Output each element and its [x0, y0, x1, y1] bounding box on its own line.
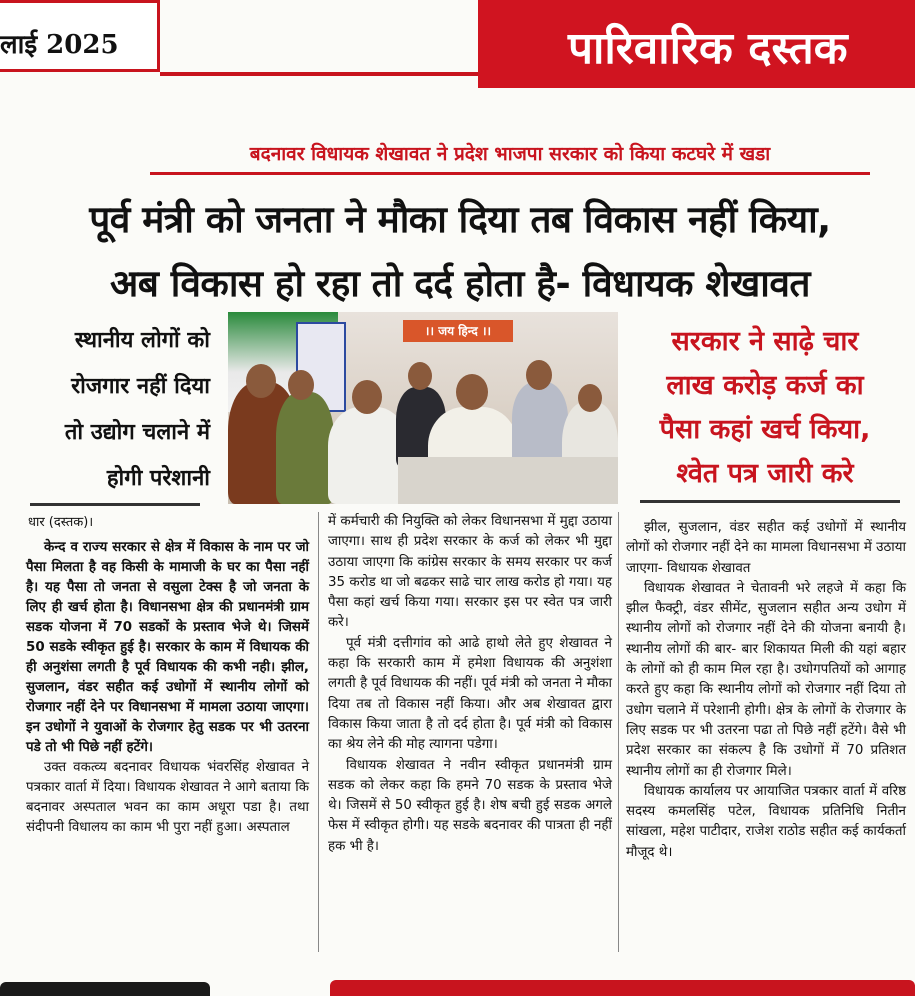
pull-quote-left-line: तो उद्योग चलाने में	[64, 420, 210, 445]
pull-quote-left-line: स्थानीय लोगों को	[74, 328, 210, 353]
person-head	[408, 362, 432, 390]
article-column-3	[626, 518, 906, 863]
pull-quote-left-line: होगी परेशानी	[106, 466, 210, 491]
person-head	[288, 370, 314, 400]
kicker-underline	[150, 172, 870, 175]
issue-date: लाई 2025	[0, 30, 119, 60]
article-column-1	[26, 538, 309, 838]
pull-quote-left	[20, 318, 210, 502]
article-column-2	[328, 512, 612, 857]
press-conference-photo	[228, 312, 618, 504]
column-divider	[318, 512, 319, 952]
paragraph: विधायक शेखावत ने नवीन स्वीकृत प्रधानमंत्री ग्राम सडक को लेकर कहा कि हमने 70 सडक के प्रस्ताव भेजे थे। जिसमें से 50 स्वीकृत हुई है। शेष बची हुई सडक अगले फेस में स्वीकृत होगी। यह सडके बदनावर की पात्रता ही नहीं हक भी है।	[328, 757, 612, 854]
date-box	[0, 0, 160, 72]
next-story-headline-cut	[0, 982, 210, 996]
paragraph: विधायक कार्यालय पर आयाजित पत्रकार वार्ता में वरिष्ठ सदस्य कमलसिंह पटेल, विधायक प्रतिनिधि नितीन सांखला, महेश पाटीदार, राजेश राठोड सहीत कई कार्यकर्ता मौजूद थे।	[626, 783, 906, 860]
wall-sign: ।। जय हिन्द ।।	[403, 320, 513, 342]
newspaper-name: पारिवारिक दस्तक	[568, 23, 848, 74]
pull-quote-right	[630, 320, 900, 496]
header-rule	[160, 72, 480, 76]
brand-banner	[478, 0, 915, 88]
person-head	[456, 374, 488, 410]
next-story-strip	[0, 978, 915, 996]
kicker: बदनावर विधायक शेखावत ने प्रदेश भाजपा सरकार को किया कटघरे में खडा	[249, 143, 771, 165]
pull-quote-right-line: पैसा कहां खर्च किया,	[659, 414, 871, 445]
column-divider	[618, 512, 619, 952]
paragraph: में कर्मचारी की नियुक्ति को लेकर विधानसभा में मुद्दा उठाया जाएगा। साथ ही प्रदेश सरकार के कर्ज को लेकर भी मुद्दा उठाया जाएगा कि कांग्रेस सरकार के समय सरकार पर कर्ज 35 करोड था जो बढकर साढे चार लाख करोड हो गया। यह पैसा कहां खर्च किया गया। सरकार इस पर स्वेत पत्र जारी करे।	[328, 514, 612, 631]
paragraph: विधायक शेखावत ने चेतावनी भरे लहजे में कहा कि झील फैक्ट्री, वंडर सीमेंट, सुजलान सहीत अन्य उधोग में स्थानीय लोगों को रोजगार नहीं देने की योजना बनायी है। स्थानीय लोगों की बार- बार शिकायत मिली की यहां बहार के लोगों को ही काम मिल रहा है। उधोगपतियों को आगाह करते हुए कहा कि स्थानीय लोगों को रोजगार नहीं दिया तो उधोग चलाने में परेशानी होगी। क्षेत्र के लोगों के रोजगार के लिए सडक पर भी उतरना पढा तो पिछे नहीं हटेंगे। वैसे भी प्रदेश सरकार का संकल्प है कि उधोगों में 70 प्रतिशत स्थानीय लोगों का ही रोजगार मिले।	[626, 580, 906, 779]
pull-quote-right-line: लाख करोड़ कर्ज का	[666, 370, 864, 401]
pull-quote-left-line: रोजगार नहीं दिया	[71, 374, 210, 399]
table	[398, 457, 618, 504]
pull-quote-left-rule	[30, 503, 200, 506]
person-head	[246, 364, 276, 398]
subhead-paragraph: झील, सुजलान, वंडर सहीत कई उधोगों में स्थानीय लोगों को रोजगार नहीं देने का मामला विधानसभा में उठाया जाएगा- विधायक शेखावत	[626, 520, 906, 576]
paragraph: पूर्व मंत्री दत्तीगांव को आढे हाथो लेते हुए शेखावत ने कहा कि सरकारी काम में हमेशा विधायक की अनुशंशा लगती है पूर्व विधायक की नहीं। पूर्व मंत्री को जनता ने मौका दिया तब तो विकास नहीं किया। और अब शेखावत द्वारा विकास किया जाता है तो दर्द होता है। पूर्व मंत्री को विकास का श्रेय लेने की मोह त्यागना पडेगा।	[328, 635, 612, 753]
headline-line-2: अब विकास हो रहा तो दर्द होता है- विधायक शेखावत	[110, 262, 810, 305]
person-head	[526, 360, 552, 390]
paragraph: केन्द व राज्य सरकार से क्षेत्र में विकास के नाम पर जो पैसा मिलता है वह किसी के मामाजी के घर का पैसा नहीं है। यह पैसा तो जनता से वसुला टेक्स है जो जनता के लिए ही खर्च होता है। विधानसभा क्षेत्र की प्रधानमंत्री ग्राम सडक योजना में 70 सडकों के प्रस्ताव भेजे थे। जिसमें 50 सडके स्वीकृत हुई है। सरकार के काम में विधायक की ही अनुशंसा लगती है पूर्व विधायक की कभी नही। झील, सुजलान, वंडर सहीत कई उधोगों में स्थानीय लोगों को रोजगार नहीं देने पर विधानसभा में मामला उठाया जाएगा। इन उधोगों ने युवाओं के रोजगार हेतु सडक पर भी उतरना पडे तो भी पिछे नहीं हटेंगे।	[26, 540, 309, 755]
headline-line-1: पूर्व मंत्री को जनता ने मौका दिया तब विकास नहीं किया,	[89, 198, 831, 241]
dateline: धार (दस्तक)।	[28, 515, 94, 530]
person-head	[578, 384, 602, 412]
person	[276, 392, 334, 504]
pull-quote-right-line: श्वेत पत्र जारी करे	[676, 458, 854, 489]
pull-quote-right-rule	[640, 500, 900, 503]
person-head	[352, 380, 382, 414]
next-story-headline-cut-red	[330, 980, 915, 996]
pull-quote-right-line: सरकार ने साढ़े चार	[671, 326, 859, 357]
paragraph: उक्त वकत्व्य बदनावर विधायक भंवरसिंह शेखावत ने पत्रकार वार्ता में दिया। विधायक शेखावत ने आगे बताया कि बदनावर अस्पताल भवन का काम अधूरा पडा है। तथा संदीपनी विधालय का काम भी पुरा नहीं हुआ। अस्पताल	[26, 760, 309, 835]
